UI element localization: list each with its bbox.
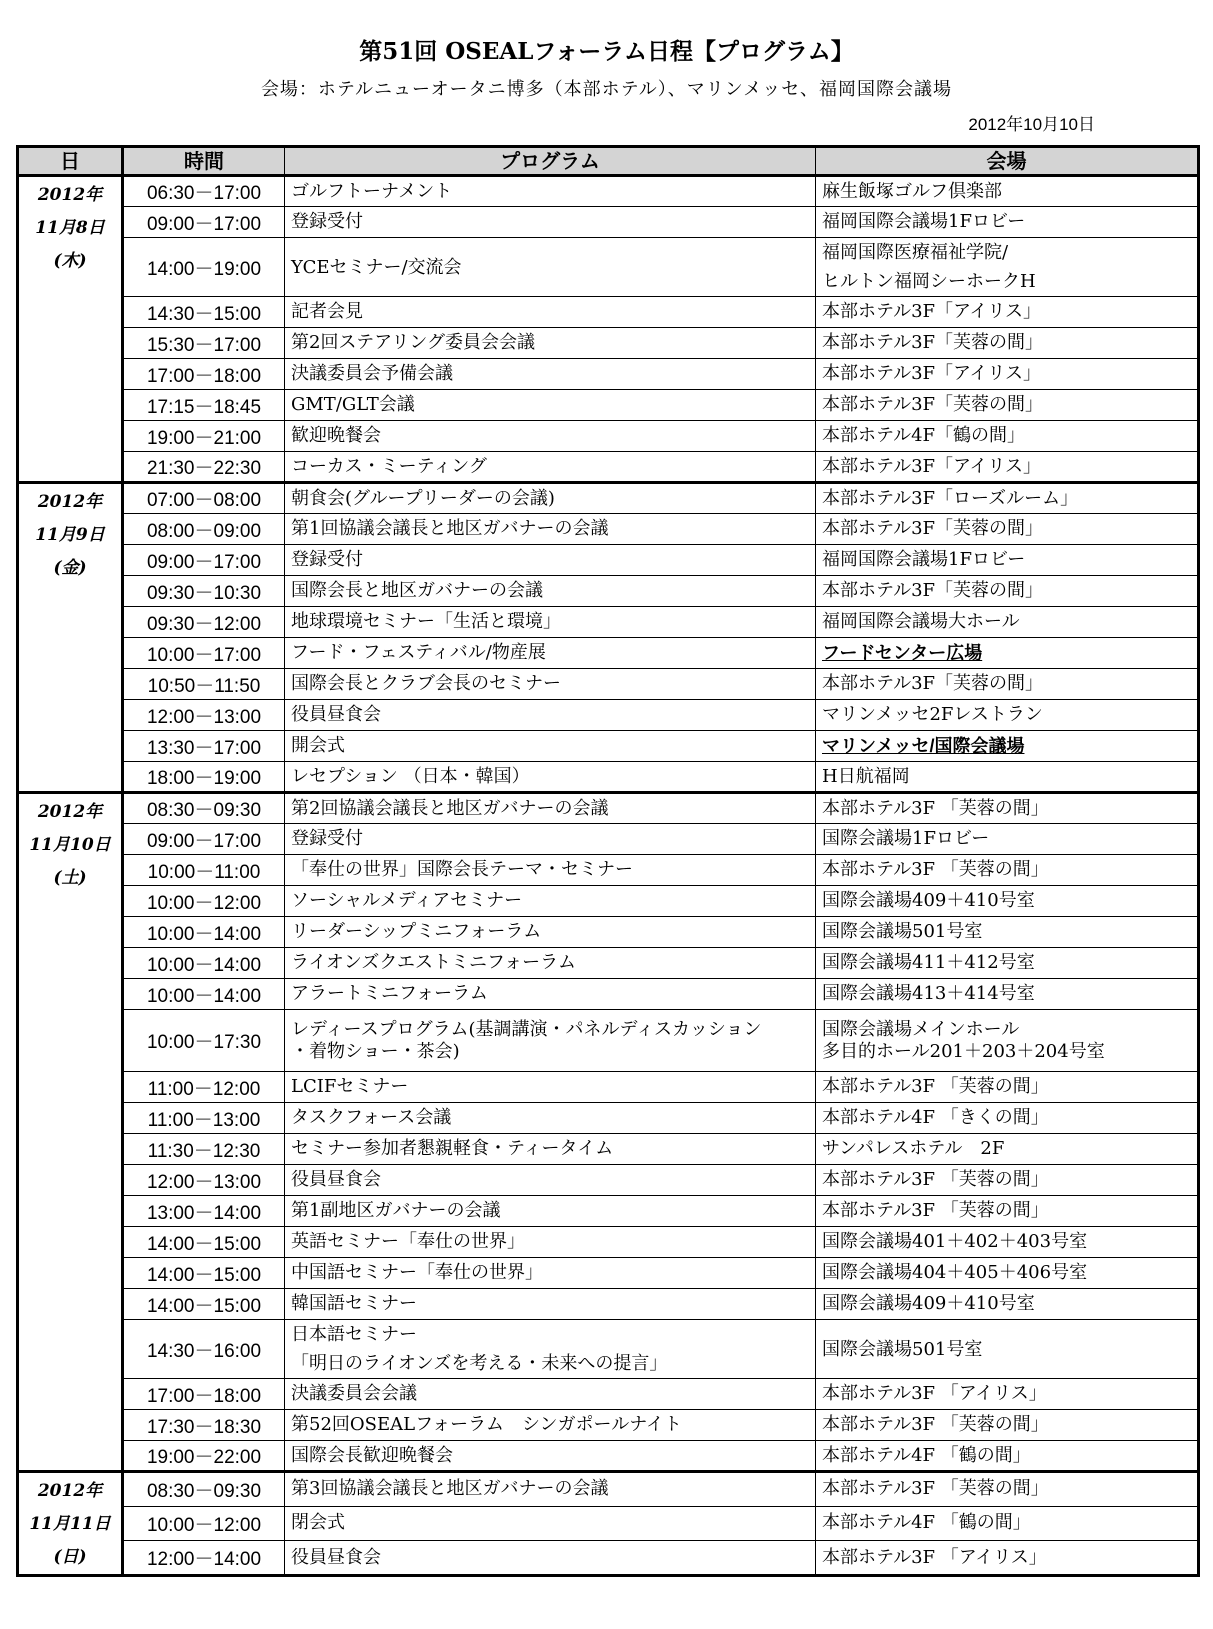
program-text: GMT/GLT会議 [291,394,415,415]
table-row [18,328,1199,359]
venue-cell [816,1072,1199,1103]
table-row [18,1072,1199,1103]
venue-cell [816,1506,1199,1541]
venue-text: 本部ホテル4F 「鶴の間」 [822,1512,1031,1534]
program-cell [285,855,816,886]
venue-cell [816,1289,1199,1320]
venue-text: 本部ホテル3F 「芙蓉の間」 [822,1200,1049,1221]
venue-text: 本部ホテル4F 「きくの間」 [822,1107,1049,1128]
venue-cell [816,1258,1199,1289]
table-row [18,1196,1199,1227]
program-cell [285,1165,816,1196]
venue-cell [816,328,1199,359]
table-row [18,1410,1199,1441]
day-cell [18,793,123,1472]
time-cell: 09:00－17:00 [123,545,285,576]
day-label-line: 2012年 [37,802,103,822]
venue-text: サンパレスホテル 2F [822,1138,1005,1159]
table-row [18,1258,1199,1289]
venue-text: 本部ホテル3F 「芙蓉の間」 [822,797,1049,819]
venue-text: 本部ホテル3F「アイリス」 [822,363,1042,384]
venue-cell [816,576,1199,607]
venue-text: 国際会議場409＋410号室 [822,890,1035,911]
venue-text: 麻生飯塚ゴルフ倶楽部 [822,180,1002,202]
time-cell: 13:00－14:00 [123,1196,285,1227]
venue-text: 本部ホテル3F 「アイリス」 [822,1546,1047,1568]
venue-text: 本部ホテル3F「ローズルーム」 [822,487,1079,509]
time-cell: 10:00－17:30 [123,1010,285,1072]
program-cell [285,1227,816,1258]
table-row [18,1134,1199,1165]
venue-text: 国際会議場411＋412号室 [822,952,1035,973]
table-row [18,207,1199,238]
table-row [18,700,1199,731]
venue-cell [816,238,1199,297]
program-text: 日本語セミナー [291,1324,417,1345]
program-text: レセプション （日本・韓国） [291,765,530,787]
program-text: リーダーシップミニフォーラム [291,921,542,942]
program-cell [285,1103,816,1134]
table-row [18,917,1199,948]
venue-cell [816,762,1199,793]
time-cell: 10:00－14:00 [123,948,285,979]
venue-text: 本部ホテル3F 「芙蓉の間」 [822,1414,1049,1435]
table-row [18,979,1199,1010]
time-cell: 14:00－15:00 [123,1258,285,1289]
program-text: タスクフォース会議 [291,1107,452,1128]
day-label-line: 11月8日 [35,218,105,238]
program-text: 第3回協議会議長と地区ガバナーの会議 [291,1478,609,1500]
time-cell: 12:00－13:00 [123,1165,285,1196]
time-cell: 17:00－18:00 [123,1379,285,1410]
table-row [18,390,1199,421]
venue-text: 福岡国際会議場1Fロビー [822,211,1026,232]
day-label-line: 11月10日 [29,835,111,855]
table-row [18,1472,1199,1507]
venue-cell [816,948,1199,979]
time-cell: 17:00－18:00 [123,359,285,390]
table-row [18,731,1199,762]
program-cell [285,1010,816,1072]
venue-cell [816,1320,1199,1379]
table-row [18,359,1199,390]
day-label-line: (金) [53,558,87,578]
time-cell: 14:30－15:00 [123,297,285,328]
time-cell: 14:30－16:00 [123,1320,285,1379]
program-cell [285,1320,816,1379]
venue-text: 本部ホテル3F「アイリス」 [822,455,1042,477]
table-row [18,793,1199,824]
program-text: 第1副地区ガバナーの会議 [291,1200,501,1221]
venue-text: 多目的ホール201＋203＋204号室 [822,1040,1105,1062]
table-row [18,669,1199,700]
venue-cell [816,297,1199,328]
program-cell [285,1506,816,1541]
venue-text: 本部ホテル3F「芙蓉の間」 [822,673,1044,694]
venue-cell [816,607,1199,638]
venue-cell [816,824,1199,855]
table-row [18,483,1199,514]
venue-cell [816,1379,1199,1410]
time-cell: 14:00－15:00 [123,1289,285,1320]
venue-cell [816,514,1199,545]
time-cell: 11:30－12:30 [123,1134,285,1165]
program-text: ライオンズクエストミニフォーラム [291,952,576,973]
program-text: 第52回OSEALフォーラム シンガポールナイト [291,1414,682,1435]
program-cell [285,1134,816,1165]
venue-cell [816,1441,1199,1472]
day-label-line: 11月11日 [29,1514,111,1534]
program-text: 国際会長と地区ガバナーの会議 [291,580,543,601]
venue-cell [816,421,1199,452]
venue-text: 本部ホテル3F「芙蓉の間」 [822,332,1044,353]
venue-cell [816,1196,1199,1227]
time-cell: 07:00－08:00 [123,483,285,514]
program-cell [285,359,816,390]
venue-text: 本部ホテル3F 「芙蓉の間」 [822,1076,1049,1097]
venue-cell [816,855,1199,886]
table-row [18,607,1199,638]
table-row [18,1506,1199,1541]
venue-text: フードセンター広場 [822,643,983,663]
program-cell [285,979,816,1010]
table-row [18,421,1199,452]
day-label-line: 11月9日 [35,525,105,545]
time-cell: 19:00－22:00 [123,1441,285,1472]
program-cell [285,1441,816,1472]
program-cell [285,452,816,483]
time-cell: 19:00－21:00 [123,421,285,452]
day-label-line: (木) [53,251,87,271]
program-text: ソーシャルメディアセミナー [291,890,523,911]
time-cell: 08:00－09:00 [123,514,285,545]
table-row [18,1010,1199,1072]
table-row [18,238,1199,297]
time-cell: 11:00－12:00 [123,1072,285,1103]
table-row [18,855,1199,886]
program-text: セミナー参加者懇親軽食・ティータイム [291,1138,614,1159]
table-row [18,1541,1199,1576]
venue-text: 本部ホテル3F 「芙蓉の間」 [822,859,1049,880]
venue-cell [816,669,1199,700]
venue-text: 福岡国際医療福祉学院/ [822,242,1009,263]
time-cell: 09:30－10:30 [123,576,285,607]
venue-text: 本部ホテル4F「鶴の間」 [822,425,1026,446]
program-text: 記者会見 [291,301,363,322]
program-text: 閉会式 [291,1512,345,1534]
program-cell [285,328,816,359]
venue-cell [816,483,1199,514]
table-row [18,1227,1199,1258]
venue-text: ヒルトン福岡シーホークH [822,271,1036,292]
venue-cell [816,1410,1199,1441]
venue-text: 本部ホテル3F「芙蓉の間」 [822,394,1044,415]
time-cell: 08:30－09:30 [123,1472,285,1507]
time-cell: 12:00－13:00 [123,700,285,731]
column-header-program: プログラム [285,147,816,176]
program-text: 第1回協議会議長と地区ガバナーの会議 [291,518,609,539]
venue-text: 本部ホテル3F 「芙蓉の間」 [822,1169,1049,1190]
day-group [18,176,1199,483]
venue-text: マリンメッセ2Fレストラン [822,704,1043,725]
venue-cell [816,359,1199,390]
column-header-venue: 会場 [816,147,1199,176]
table-row [18,762,1199,793]
venue-cell [816,1165,1199,1196]
table-row [18,638,1199,669]
venue-text: 本部ホテル3F 「アイリス」 [822,1383,1047,1404]
program-text: フード・フェスティバル/物産展 [291,642,546,663]
venue-cell [816,452,1199,483]
time-cell: 10:00－14:00 [123,917,285,948]
program-cell [285,607,816,638]
program-cell [285,1410,816,1441]
venue-cell [816,979,1199,1010]
program-text: 開会式 [291,735,345,756]
venue-cell [816,731,1199,762]
time-cell: 17:15－18:45 [123,390,285,421]
venue-text: 本部ホテル3F「芙蓉の間」 [822,580,1044,601]
venue-cell [816,700,1199,731]
time-cell: 17:30－18:30 [123,1410,285,1441]
program-cell [285,238,816,297]
table-row [18,1320,1199,1379]
program-cell [285,948,816,979]
table-row [18,452,1199,483]
program-cell [285,1072,816,1103]
program-text: 決議委員会予備会議 [291,363,453,384]
program-cell [285,793,816,824]
program-cell [285,1196,816,1227]
day-group [18,483,1199,793]
venue-cell [816,638,1199,669]
program-cell [285,1472,816,1507]
table-row [18,1441,1199,1472]
venue-cell [816,886,1199,917]
program-text: 中国語セミナー「奉仕の世界」 [291,1262,543,1283]
venue-cell [816,917,1199,948]
table-row [18,1165,1199,1196]
time-cell: 21:30－22:30 [123,452,285,483]
program-text: YCEセミナー/交流会 [291,256,462,278]
venue-cell [816,545,1199,576]
program-cell [285,483,816,514]
program-cell [285,1289,816,1320]
table-row [18,948,1199,979]
program-cell [285,421,816,452]
venue-text: 国際会議場501号室 [822,1338,983,1360]
table-row [18,1103,1199,1134]
venue-text: 国際会議場メインホール [822,1018,1020,1040]
venue-cell [816,793,1199,824]
program-text: アラートミニフォーラム [291,983,488,1004]
schedule-table [16,145,1200,1577]
venue-cell [816,207,1199,238]
table-row [18,514,1199,545]
time-cell: 10:00－11:00 [123,855,285,886]
time-cell: 13:30－17:00 [123,731,285,762]
venue-text: 国際会議場401＋402＋403号室 [822,1231,1088,1252]
venue-cell [816,1103,1199,1134]
program-cell [285,731,816,762]
time-cell: 14:00－15:00 [123,1227,285,1258]
program-cell [285,390,816,421]
venue-subtitle: 会場：ホテルニューオータニ博多（本部ホテル）、マリンメッセ、福岡国際会議場 [260,79,953,100]
venue-text: 福岡国際会議場1Fロビー [822,549,1026,570]
program-cell [285,700,816,731]
program-text: 役員昼食会 [291,704,381,725]
table-row [18,1289,1199,1320]
program-cell [285,1541,816,1576]
program-cell [285,1258,816,1289]
time-cell: 09:00－17:00 [123,207,285,238]
table-row [18,176,1199,207]
time-cell: 15:30－17:00 [123,328,285,359]
venue-text: 国際会議場404＋405＋406号室 [822,1262,1088,1283]
program-text: レディースプログラム(基調講演・パネルディスカッション [291,1018,762,1040]
day-group [18,793,1199,1472]
table-row [18,824,1199,855]
column-header-day: 日 [18,147,123,176]
day-label-line: (土) [53,868,87,888]
program-text: 第2回協議会議長と地区ガバナーの会議 [291,797,609,819]
program-text: LCIFセミナー [291,1076,409,1097]
table-row [18,1379,1199,1410]
day-cell [18,1472,123,1576]
time-cell: 10:50－11:50 [123,669,285,700]
program-text: ゴルフトーナメント [291,180,453,202]
venue-text: 本部ホテル3F 「芙蓉の間」 [822,1478,1049,1500]
program-cell [285,207,816,238]
program-text: 決議委員会会議 [291,1383,417,1404]
program-text: 第2回ステアリング委員会会議 [291,332,536,353]
program-text: 英語セミナー「奉仕の世界」 [291,1231,525,1252]
venue-cell [816,1472,1199,1507]
program-text: 朝食会(グループリーダーの会議) [291,487,555,509]
program-text: 韓国語セミナー [291,1293,417,1314]
time-cell: 14:00－19:00 [123,238,285,297]
time-cell: 12:00－14:00 [123,1541,285,1576]
venue-text: 国際会議場1Fロビー [822,828,990,849]
venue-cell [816,1134,1199,1165]
time-cell: 10:00－12:00 [123,1506,285,1541]
day-label-line: 2012年 [37,185,103,205]
program-cell [285,669,816,700]
program-cell [285,297,816,328]
program-text: コーカス・ミーティング [291,455,487,477]
program-cell [285,762,816,793]
time-cell: 09:00－17:00 [123,824,285,855]
venue-text: 国際会議場501号室 [822,921,983,942]
day-cell [18,483,123,793]
program-cell [285,576,816,607]
venue-text: H日航福岡 [822,765,910,787]
venue-cell [816,1541,1199,1576]
table-row [18,297,1199,328]
day-cell [18,176,123,483]
program-text: ・着物ショー・茶会) [291,1040,460,1062]
column-header-time: 時間 [123,147,285,176]
program-text: 登録受付 [291,828,363,849]
program-cell [285,638,816,669]
program-text: 役員昼食会 [291,1546,381,1568]
program-text: 登録受付 [291,549,363,570]
table-row [18,545,1199,576]
day-label-line: (日) [53,1547,87,1567]
table-row [18,886,1199,917]
program-text: 歓迎晩餐会 [291,425,381,446]
venue-cell [816,176,1199,207]
program-text: 国際会長歓迎晩餐会 [291,1444,453,1466]
program-cell [285,545,816,576]
program-text: 登録受付 [291,211,363,232]
venue-cell [816,1227,1199,1258]
venue-text: 本部ホテル3F「アイリス」 [822,301,1042,322]
venue-text: 福岡国際会議場大ホール [822,611,1020,632]
document-date: 2012年10月10日 [968,115,1095,134]
time-cell: 11:00－13:00 [123,1103,285,1134]
program-text: 役員昼食会 [291,1169,381,1190]
venue-cell [816,390,1199,421]
day-group [18,1472,1199,1576]
time-cell: 08:30－09:30 [123,793,285,824]
program-cell [285,514,816,545]
program-text: 「奉仕の世界」国際会長テーマ・セミナー [291,859,633,880]
program-cell [285,1379,816,1410]
table-row [18,576,1199,607]
venue-text: マリンメッセ/国際会議場 [822,736,1025,756]
venue-text: 本部ホテル4F 「鶴の間」 [822,1444,1031,1466]
venue-text: 国際会議場409＋410号室 [822,1293,1035,1314]
program-text: 「明日のライオンズを考える・未来への提言」 [291,1353,668,1374]
table-header-row [18,147,1199,176]
day-label-line: 2012年 [37,1481,103,1501]
program-cell [285,824,816,855]
time-cell: 18:00－19:00 [123,762,285,793]
day-label-line: 2012年 [37,492,103,512]
program-cell [285,176,816,207]
time-cell: 06:30－17:00 [123,176,285,207]
program-cell [285,886,816,917]
time-cell: 10:00－12:00 [123,886,285,917]
time-cell: 09:30－12:00 [123,607,285,638]
time-cell: 10:00－17:00 [123,638,285,669]
program-cell [285,917,816,948]
page-title: 第51回 OSEALフォーラム日程【プログラム】 [359,38,854,65]
venue-text: 国際会議場413＋414号室 [822,983,1035,1004]
venue-cell [816,1010,1199,1072]
program-text: 国際会長とクラブ会長のセミナー [291,673,561,694]
program-text: 地球環境セミナー「生活と環境」 [291,611,561,632]
venue-text: 本部ホテル3F「芙蓉の間」 [822,518,1044,539]
time-cell: 10:00－14:00 [123,979,285,1010]
